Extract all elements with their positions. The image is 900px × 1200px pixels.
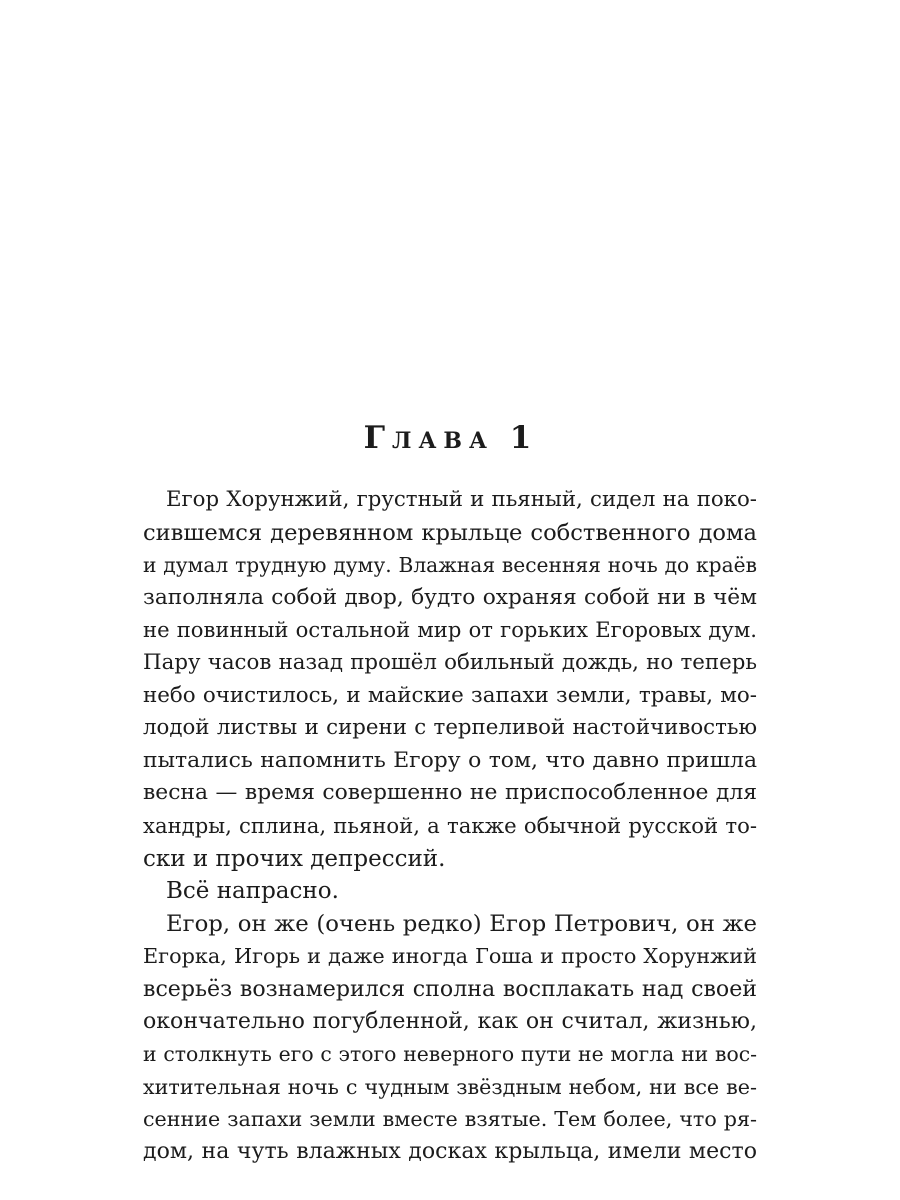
- text-line: дом, на чуть влажных досках крыльца, имели место: [143, 1138, 757, 1164]
- text-line: заполняла собой двор, будто охраняя собой ни в чём: [143, 584, 757, 610]
- text-line: лодой листвы и сирени с терпеливой настойчивостью: [143, 715, 757, 741]
- chapter-text: [143, 484, 757, 1168]
- text-line: весна — время совершенно не приспособленное для: [143, 780, 757, 806]
- chapter-word: Глава: [363, 420, 494, 456]
- text-line: окончательно погубленной, как он считал, жизнью,: [143, 1008, 757, 1034]
- text-line: Егорка, Игорь и даже иногда Гоша и просто Хорунжий: [143, 944, 757, 969]
- text-line: хандры, сплина, пьяной, а также обычной русской то-: [143, 812, 757, 838]
- text-line: Пару часов назад прошёл обильный дождь, но теперь: [143, 649, 757, 675]
- text-line: и думал трудную думу. Влажная весенняя ночь до краёв: [143, 553, 757, 578]
- text-line: сившемся деревянном крыльце собственного дома: [143, 519, 757, 546]
- text-line: всерьёз вознамерился сполна восплакать над своей: [143, 975, 757, 1002]
- text-line: Егор Хорунжий, грустный и пьяный, сидел на поко-: [166, 487, 757, 512]
- text-line: хитительная ночь с чудным звёздным небом, ни все ве-: [143, 1074, 757, 1099]
- text-line: небо очистилось, и майские запахи земли, травы, мо-: [143, 682, 757, 708]
- chapter-heading: [0, 418, 900, 458]
- text-line: Всё напрасно.: [166, 878, 339, 905]
- text-line: пытались напомнить Егору о том, что давно пришла: [143, 747, 757, 773]
- text-line: ски и прочих депрессий.: [143, 845, 446, 872]
- text-line: и столкнуть его с этого неверного пути не могла ни вос-: [143, 1042, 757, 1067]
- text-line: сенние запахи земли вместе взятые. Тем более, что ря-: [143, 1107, 757, 1132]
- chapter-number: 1: [509, 420, 537, 456]
- text-line: не повинный остальной мир от горьких Егоровых дум.: [143, 617, 757, 643]
- text-line: Егор, он же (очень редко) Егор Петрович, он же: [166, 910, 757, 937]
